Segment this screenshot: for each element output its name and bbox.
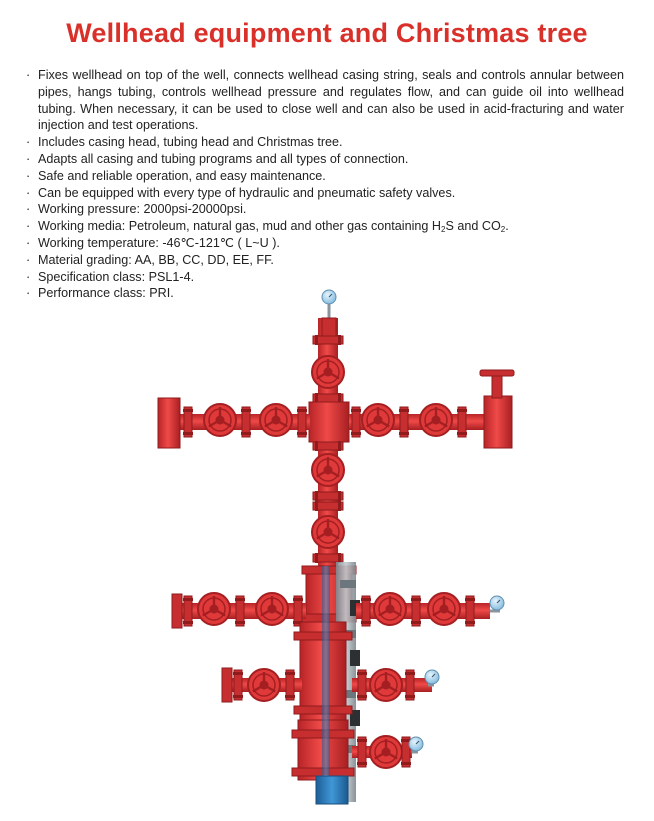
- list-item-text: Can be equipped with every type of hydraulic and pneumatic safety valves.: [38, 185, 456, 200]
- bullet-marker: ·: [26, 185, 31, 200]
- bullet-marker: ·: [26, 68, 31, 82]
- handwheel-icon: [370, 736, 402, 768]
- media-text-b: S and CO: [445, 219, 501, 234]
- tree-cross: [309, 402, 349, 442]
- media-text-a: Working media: Petroleum, natural gas, mud and other gas containing H: [38, 219, 441, 234]
- handwheel-icon: [312, 516, 344, 548]
- media-text-c: .: [505, 219, 509, 234]
- handwheel-icon: [362, 404, 394, 436]
- bullet-marker: ·: [26, 151, 31, 166]
- bullet-marker: ·: [26, 219, 31, 234]
- subscript-2: 2: [500, 225, 506, 235]
- bullet-marker: ·: [26, 286, 31, 301]
- bullet-marker: ·: [26, 269, 31, 284]
- choke-handle: [480, 370, 514, 376]
- list-item-text: Material grading: AA, BB, CC, DD, EE, FF.: [38, 252, 274, 267]
- bullet-marker: ·: [26, 168, 31, 183]
- list-item-text: Safe and reliable operation, and easy maintenance.: [38, 168, 326, 183]
- list-item-text: Fixes wellhead on top of the well, connects wellhead casing string, seals and controls annular between pipes, hangs tubing, controls wellhead pressure and regulates flow, and can guide oil into wellhead tubing. When necessary, it can be used to close well and can also be used in acid-fracturing and water injection and test operations.: [38, 68, 624, 133]
- handwheel-icon: [248, 669, 280, 701]
- left-wing-end-flange: [158, 398, 180, 448]
- handwheel-icon: [256, 593, 288, 625]
- subscript-2: 2: [441, 225, 446, 235]
- page-title: Wellhead equipment and Christmas tree: [66, 18, 588, 48]
- casing-string: [316, 776, 348, 804]
- bullet-marker: ·: [26, 202, 31, 217]
- handwheel-icon: [420, 404, 452, 436]
- list-item-text: Includes casing head, tubing head and Christmas tree.: [38, 135, 343, 150]
- list-item-text: Working temperature: -46℃-121℃ ( L~U ).: [38, 235, 280, 250]
- bullet-marker: ·: [26, 252, 31, 267]
- list-item-text: Adapts all casing and tubing programs and all types of connection.: [38, 151, 409, 166]
- bullet-marker: ·: [26, 135, 31, 150]
- handwheel-icon: [204, 404, 236, 436]
- handwheel-icon: [260, 404, 292, 436]
- handwheel-icon: [374, 593, 406, 625]
- list-item-text: Performance class: PRI.: [38, 286, 174, 301]
- list-item-text: Working pressure: 2000psi-20000psi.: [38, 202, 247, 217]
- list-item-text: Specification class: PSL1-4.: [38, 269, 195, 284]
- handwheel-icon: [370, 669, 402, 701]
- handwheel-icon: [428, 593, 460, 625]
- choke-valve-body: [484, 396, 512, 448]
- handwheel-icon: [312, 454, 344, 486]
- handwheel-icon: [198, 593, 230, 625]
- handwheel-icon: [312, 356, 344, 388]
- bullet-marker: ·: [26, 235, 31, 250]
